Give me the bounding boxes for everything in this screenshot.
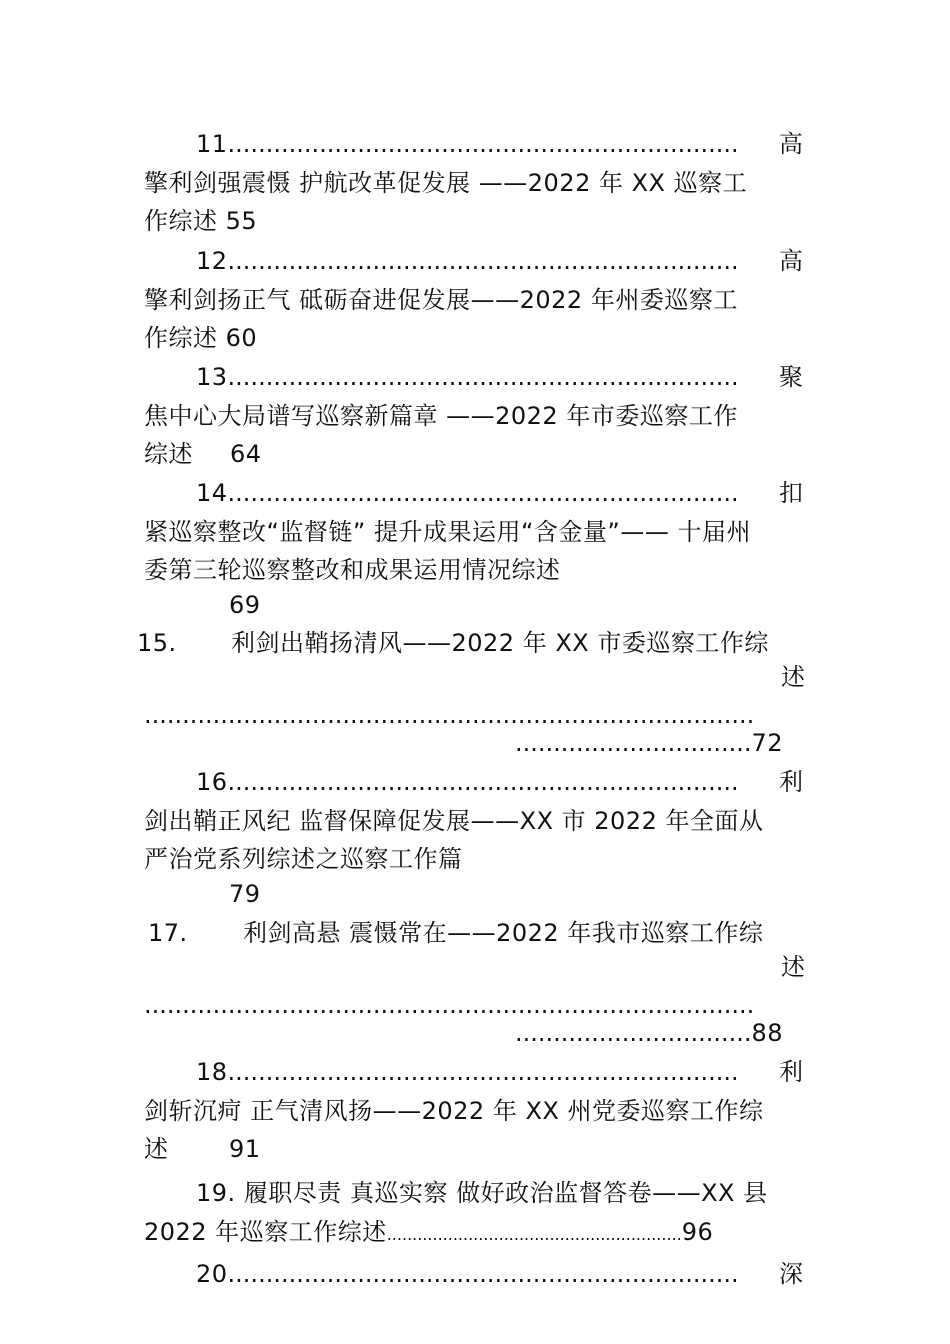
entry-page-number: 91 [229, 1135, 261, 1163]
entry-title-end: 述 [781, 953, 806, 981]
entry-title-line: 焦中心大局谱写巡察新篇章 ——2022 年市委巡察工作 [144, 402, 738, 430]
entry-title-line: 委第三轮巡察整改和成果运用情况综述 [144, 556, 561, 584]
entry-title-line: 作综述 55 [144, 207, 258, 235]
toc-entry-16-head [196, 767, 739, 797]
entry-number: 11 [196, 130, 228, 158]
entry-page-number: 96 [681, 1218, 714, 1246]
entry-lead-char: 扣 [779, 479, 804, 507]
entry-lead-char: 高 [779, 130, 804, 158]
toc-entry-11-head [196, 129, 739, 159]
entry-tail [515, 728, 783, 758]
entry-number: 19. [196, 1179, 236, 1207]
dot-leader: ............................... [515, 729, 752, 757]
dot-leader: ................................................................................ [144, 701, 755, 729]
entry-page-number: 72 [751, 729, 784, 757]
dot-leader: ................................................................... [227, 1058, 739, 1086]
entry-page-number: 69 [229, 591, 261, 619]
entry-title-line: 2022 年巡察工作综述 [144, 1218, 387, 1246]
entry-lead-char: 利 [779, 768, 804, 796]
toc-entry-12-head [196, 246, 739, 276]
entry-title-line: 擎利剑强震慑 护航改革促发展 ——2022 年 XX 巡察工 [144, 169, 748, 197]
entry-title-line: 述 [144, 1135, 169, 1163]
entry-number: 20 [196, 1260, 228, 1288]
dot-leader: ................................................................................ [144, 991, 755, 1019]
entry-lead-char: 深 [779, 1260, 804, 1288]
dot-leader: .......................................................... [386, 1225, 682, 1244]
dot-leader: ................................................................... [227, 363, 739, 391]
entry-tail [515, 1018, 783, 1048]
entry-number: 12 [196, 247, 228, 275]
toc-entry-19-tail [144, 1217, 713, 1250]
toc-entry-14-head [196, 478, 739, 508]
entry-title-line: 紧巡察整改“监督链” 提升成果运用“含金量”—— 十届州 [144, 518, 751, 546]
dot-leader: ................................................................... [227, 1260, 739, 1288]
entry-number: 17. [148, 919, 188, 947]
entry-lead-char: 高 [779, 247, 804, 275]
entry-title-line: 综述 [144, 440, 193, 468]
entry-title-line: 擎利剑扬正气 砥砺奋进促发展——2022 年州委巡察工 [144, 286, 738, 314]
entry-title-line: 履职尽责 真巡实察 做好政治监督答卷——XX 县 [243, 1179, 768, 1207]
entry-page-number: 88 [751, 1019, 784, 1047]
entry-lead-char: 聚 [779, 363, 804, 391]
entry-title-line: 作综述 60 [144, 324, 258, 352]
entry-number: 18 [196, 1058, 228, 1086]
entry-number: 15. [137, 629, 177, 657]
toc-entry-20-head [196, 1259, 739, 1289]
entry-title-end: 述 [781, 663, 806, 691]
entry-number: 14 [196, 479, 228, 507]
entry-number: 16 [196, 768, 228, 796]
entry-title-line: 剑出鞘正风纪 监督保障促发展——XX 市 2022 年全面从 [144, 807, 764, 835]
entry-title-line: 剑斩沉疴 正气清风扬——2022 年 XX 州党委巡察工作综 [144, 1097, 764, 1125]
entry-title-line: 利剑高悬 震慑常在——2022 年我市巡察工作综 [243, 919, 764, 947]
entry-title-line: 严治党系列综述之巡察工作篇 [144, 845, 463, 873]
toc-entry-19-head [196, 1178, 768, 1208]
toc-entry-18-head [196, 1057, 739, 1087]
entry-page-number: 79 [229, 880, 261, 908]
dot-leader: ............................... [515, 1019, 752, 1047]
dot-leader: ................................................................... [227, 130, 739, 158]
entry-page-number: 64 [230, 440, 262, 468]
entry-lead-char: 利 [779, 1058, 804, 1086]
dot-leader: ................................................................... [227, 247, 739, 275]
entry-number: 13 [196, 363, 228, 391]
dot-leader: ................................................................... [227, 768, 739, 796]
dot-leader: ................................................................... [227, 479, 739, 507]
entry-title-line: 利剑出鞘扬清风——2022 年 XX 市委巡察工作综 [231, 629, 769, 657]
toc-entry-13-head [196, 362, 739, 392]
